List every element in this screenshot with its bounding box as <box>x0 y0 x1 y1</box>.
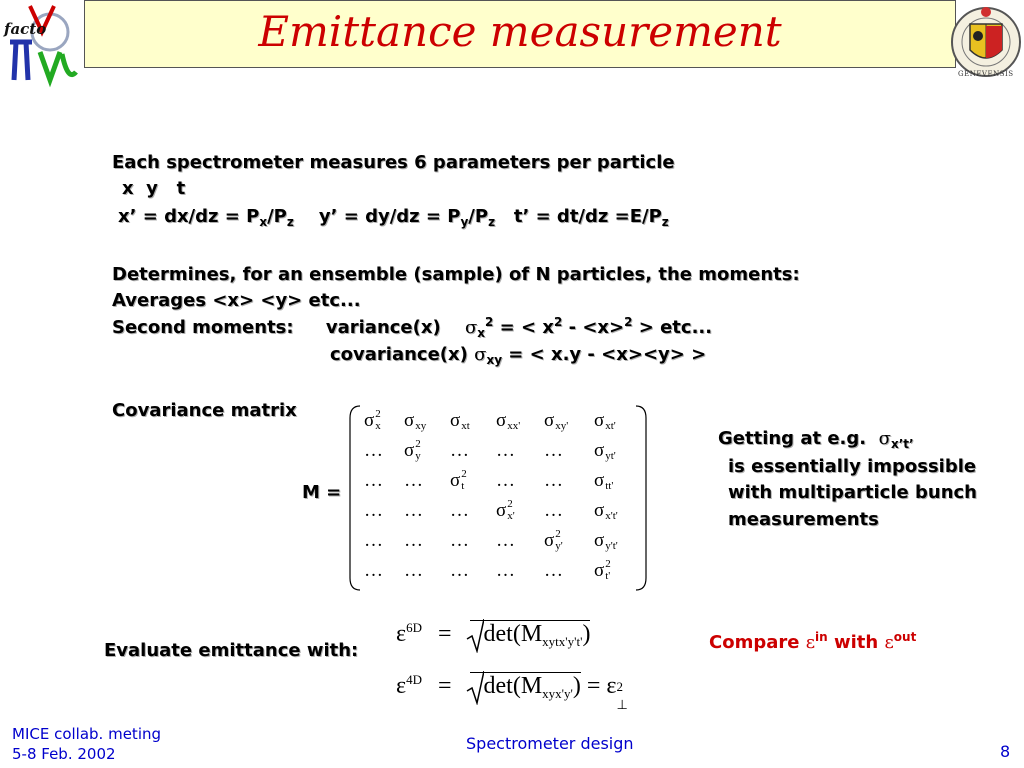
matrix-cell: … <box>496 470 515 491</box>
matrix-cell: … <box>404 470 423 491</box>
covariance-matrix <box>348 404 648 592</box>
matrix-cell: σ x't' <box>594 500 618 522</box>
matrix-cell: σ 2 x <box>364 408 381 432</box>
matrix-cell: σ xy <box>404 410 427 432</box>
moments-line-1: Determines, for an ensemble (sample) of N particles, the moments: <box>112 264 800 285</box>
page-number: 8 <box>1000 742 1011 761</box>
matrix-cell: … <box>364 440 383 461</box>
footer-center: Spectrometer design <box>466 734 634 753</box>
footer-collab: MICE collab. meting <box>12 725 162 743</box>
university-seal <box>950 0 1022 86</box>
sqrt-sign-1: $\det(M_{xytx'y't'})$ <box>470 620 591 648</box>
intro-line-3: x’ = $dx/dz = P_x/P_z$ y’ = $dy/dz = P_y/P_z$ t’ = $dt/dz =E/P_z$ <box>118 206 669 229</box>
moments-line-4: covariance(x) $\sigma_{xy}$ = < x.y - <x><y> > <box>330 344 707 367</box>
matrix-cell: … <box>364 470 383 491</box>
matrix-cell: … <box>544 440 563 461</box>
matrix-cell: … <box>496 560 515 581</box>
factory-logo-text: facto <box>4 20 47 38</box>
matrix-cell: … <box>450 560 469 581</box>
note-line-2: is essentially impossible <box>728 456 977 477</box>
matrix-cell: … <box>450 500 469 521</box>
note-line-3: with multiparticle bunch <box>728 482 977 503</box>
page-title: Emittance measurement <box>258 7 782 56</box>
moments-line-2: Averages <x> <y> etc... <box>112 290 361 311</box>
matrix-cell: … <box>364 530 383 551</box>
covariance-label: Covariance matrix <box>112 400 297 421</box>
formula-4d: $\varepsilon^{4D}$ = $\det(M_{xyx'y'}) = \varepsilon$ 2 ⊥ <box>396 672 628 712</box>
note-line-1: Getting at e.g. $\sigma_{x’t’}$ <box>718 428 914 451</box>
moments-line-3: Second moments: variance(x) $\sigma_x^2$ = < $x^2 - <x>^2$ > etc... <box>112 315 713 340</box>
matrix-cell: σ xx' <box>496 410 521 432</box>
matrix-cell: … <box>544 500 563 521</box>
matrix-cell: … <box>496 530 515 551</box>
matrix-cell: σ xt' <box>594 410 616 432</box>
matrix-cell: … <box>404 560 423 581</box>
matrix-cell: σ 2 x' <box>496 498 515 522</box>
intro-line-2: x y t <box>122 178 186 199</box>
matrix-cell: … <box>544 470 563 491</box>
intro-line-1: Each spectrometer measures 6 parameters per particle <box>112 152 675 173</box>
matrix-m-label: M = <box>302 482 342 503</box>
matrix-cell: … <box>404 500 423 521</box>
matrix-cell: σ 2 y <box>404 438 421 462</box>
compare-note: Compare $\varepsilon^{in}$ with $\varepsilon^{out}$ <box>709 630 917 653</box>
matrix-cell: σ yt' <box>594 440 616 462</box>
factory-logo <box>2 2 82 102</box>
university-seal-text: GENEVENSIS <box>958 70 1014 78</box>
note-line-4: measurements <box>728 509 879 530</box>
matrix-cell: … <box>496 440 515 461</box>
formula-6d: $\varepsilon^{6D}$ = $\det(M_{xytx'y't'})$ <box>396 620 591 649</box>
matrix-cell: … <box>544 560 563 581</box>
evaluate-label: Evaluate emittance with: <box>104 640 359 661</box>
matrix-cell: σ 2 y' <box>544 528 563 552</box>
matrix-cell: σ 2 t' <box>594 558 611 582</box>
matrix-cell: … <box>364 560 383 581</box>
matrix-cell: … <box>450 530 469 551</box>
matrix-cell: σ xy' <box>544 410 569 432</box>
matrix-cell: σ xt <box>450 410 470 432</box>
matrix-cell: … <box>364 500 383 521</box>
matrix-cell: σ 2 t <box>450 468 467 492</box>
matrix-cell: σ y't' <box>594 530 618 552</box>
matrix-cell: … <box>450 440 469 461</box>
sqrt-sign-2: $\det(M_{xyx'y'})$ <box>470 672 581 700</box>
matrix-cell: … <box>404 530 423 551</box>
matrix-cell: σ tt' <box>594 470 614 492</box>
footer-date: 5-8 Feb. 2002 <box>12 745 116 763</box>
